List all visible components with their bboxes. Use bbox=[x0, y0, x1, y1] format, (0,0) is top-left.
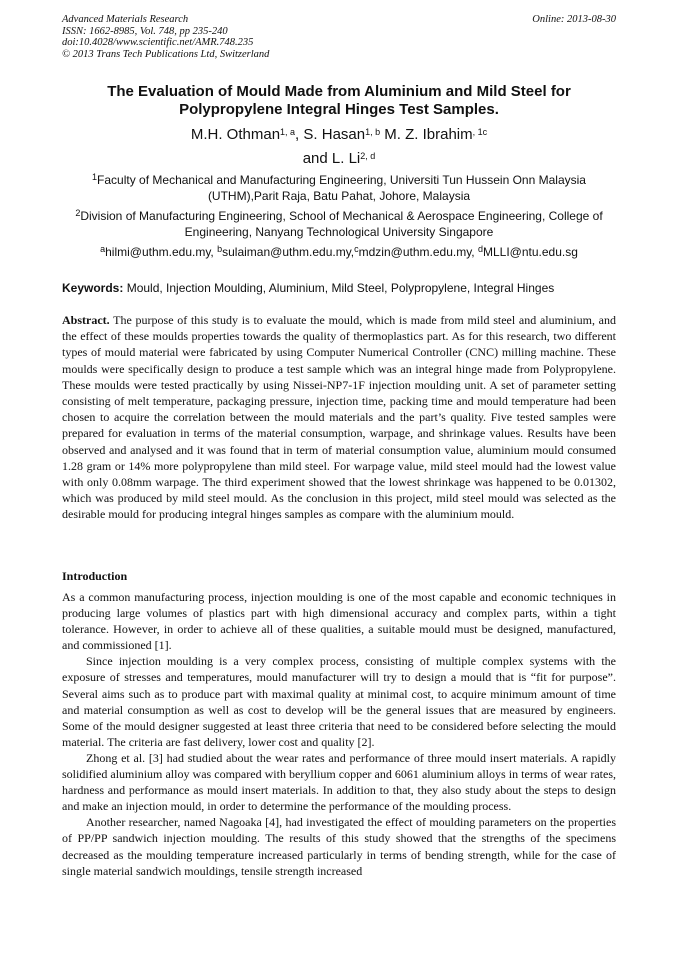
abstract bbox=[62, 312, 616, 523]
online-date: Online: 2013-08-30 bbox=[532, 14, 616, 25]
author-affiliation-mark: 2, d bbox=[360, 151, 376, 161]
author-separator: , bbox=[295, 126, 304, 143]
email-mark: b bbox=[217, 244, 223, 254]
journal-name: Advanced Materials Research bbox=[62, 14, 189, 25]
email-address: mdzin@uthm.edu.my, bbox=[358, 245, 478, 259]
paragraph: Zhong et al. [3] had studied about the wear rates and performance of three mould insert materials. A rapidly solidified aluminium alloy was compared with beryllium copper and 6061 aluminium alloys in terms of wear rates, hardness and performance as mould insert materials. In addition to that, they also study about the steps to design and make an injection mould, in order to determine the performance of the moulding process. bbox=[62, 750, 616, 814]
paragraph: Another researcher, named Nagoaka [4], had investigated the effect of moulding parameters on the properties of PP/PP sandwich injection moulding. The results of this study showed that the strengths of the specimens decreased as the moulding temperature increased particularly in terms of bending strength, while for the case of single material sandwich mouldings, tensile strength increased bbox=[62, 815, 616, 878]
author-name: L. Li bbox=[331, 150, 361, 167]
author-affiliation-mark: , 1c bbox=[472, 127, 488, 137]
affiliation-text: Faculty of Mechanical and Manufacturing Engineering, Universiti Tun Hussein Onn Malaysia (UTHM),Parit Raja, Batu Pahat, Johore, Malaysia bbox=[97, 173, 586, 203]
title-line-1: The Evaluation of Mould Made from Aluminium and Mild Steel for bbox=[107, 83, 571, 100]
email-mark: a bbox=[100, 244, 106, 254]
affiliation-2 bbox=[62, 208, 616, 240]
paper-title bbox=[62, 83, 616, 119]
journal-copyright: © 2013 Trans Tech Publications Ltd, Switzerland bbox=[62, 48, 270, 60]
affiliation-number: 1 bbox=[92, 172, 98, 182]
journal-info bbox=[62, 14, 462, 60]
email-address: sulaiman@uthm.edu.my, bbox=[222, 245, 355, 259]
author-name: S. Hasan bbox=[303, 126, 366, 143]
affiliation-number: 2 bbox=[75, 208, 81, 218]
abstract-label: Abstract. bbox=[62, 313, 110, 327]
author-conjunction: and bbox=[302, 150, 332, 167]
keywords-label: Keywords: bbox=[62, 281, 124, 295]
email-mark: c bbox=[354, 244, 359, 254]
affiliation-text: Division of Manufacturing Engineering, School of Mechanical & Aerospace Engineering, College of Engineering, Nanyang Technological University Singapore bbox=[80, 209, 603, 239]
paragraph: Since injection moulding is a very complex process, consisting of multiple complex systems with the exposure of stresses and temperatures, mould manufacturer will try to design a mould that is “fit for purpose”. Several aims such as to produce part with maximal quality at minimal cost, to acquire minimum amount of time and material consumption as well as cost to develop will be the general issues that are measured by engineers. Some of the mould designer suggested at least three criteria that need to be considered before selecting the mould material. The criteria are fast delivery, lower cost and quality [2]. bbox=[62, 654, 616, 749]
keywords bbox=[62, 280, 616, 296]
author-affiliation-mark: 1, a bbox=[280, 127, 296, 137]
email-mark: d bbox=[477, 244, 483, 254]
affiliation-1 bbox=[62, 172, 616, 204]
paragraph: As a common manufacturing process, injection moulding is one of the most capable and economic techniques in producing large volumes of plastics part with high dimensional accuracy and complex parts, within a tight tolerance. However, in order to achieve all of these qualities, a suitable mould must be designed, manufactured, and commissioned [1]. bbox=[62, 590, 616, 653]
journal-issn: ISSN: 1662-8985, Vol. 748, pp 235-240 bbox=[62, 25, 228, 37]
journal-doi: doi:10.4028/www.scientific.net/AMR.748.235 bbox=[62, 37, 254, 48]
author-list bbox=[62, 123, 616, 171]
keywords-text: Mould, Injection Moulding, Aluminium, Mild Steel, Polypropylene, Integral Hinges bbox=[123, 281, 555, 295]
author-affiliation-mark: 1, b bbox=[365, 127, 381, 137]
email-address: hilmi@uthm.edu.my, bbox=[105, 245, 218, 259]
author-name: M. Z. Ibrahim bbox=[380, 126, 473, 143]
section-heading-introduction: Introduction bbox=[62, 569, 128, 583]
email-address: MLLI@ntu.edu.sg bbox=[483, 245, 578, 259]
author-line-2 bbox=[62, 147, 616, 171]
abstract-text: The purpose of this study is to evaluate the mould, which is made from mild steel and aluminium, and the effect of these moulds properties towards the quality of thermoplastics part. As for this research, two different types of mould material were fabricated by using Computer Numerical Controller (CNC) milling machine. These moulds were specifically design to produce a test sample which was an integral hinge made from Polypropylene. These moulds were tested practically by using Nissei-NP7-1F injection moulding unit. A set of parameter setting consisting of melt temperature, packaging pressure, injection time, packing time and mould temperature had been chosen to acquire the correlation between the mould materials and the part’s quality. Five tested samples were prepared for evaluation in terms of the material consumption, warpage, and shrinkage values. Results have been observed and analysed and it was found that in term of material consumption value, aluminium mould consumed 1.28 gram or 14% more polypropylene than mild steel. For warpage value, mild steel mould had the lowest value with only 0.08mm warpage. The third experiment showed that the lowest shrinkage was happened to be 0.01302, which was produced by mild steel mould. As the conclusion in this project, mild steel mould was selected as the desirable mould for producing integral hinges samples as compare with the aluminium mould. bbox=[62, 313, 616, 522]
introduction-body bbox=[62, 589, 616, 879]
author-emails bbox=[62, 244, 616, 260]
author-line-1 bbox=[62, 123, 616, 147]
author-name: M.H. Othman bbox=[190, 126, 281, 143]
title-line-2: Polypropylene Integral Hinges Test Samples. bbox=[179, 101, 499, 118]
